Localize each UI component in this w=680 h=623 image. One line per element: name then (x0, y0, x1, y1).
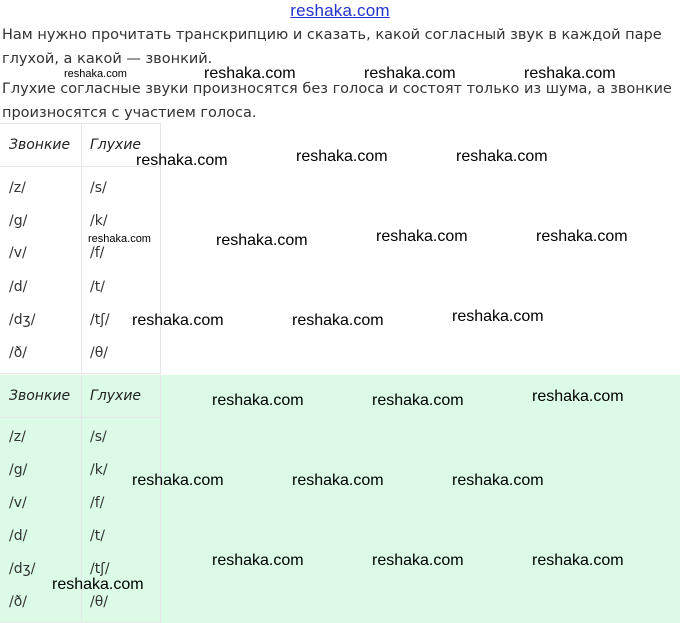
cell-voiceless: /k/ (90, 462, 108, 478)
cell-voiceless: /f/ (90, 245, 105, 261)
cell-voiceless: /f/ (90, 495, 105, 511)
cell-voiced: /dʒ/ (9, 561, 36, 577)
header-voiceless: Глухие (90, 137, 142, 153)
header-voiced: Звонкие (9, 388, 71, 404)
cell-voiceless: /t/ (90, 279, 105, 295)
cell-voiceless: /t/ (90, 528, 105, 544)
watermark: reshaka.com (452, 308, 544, 325)
watermark: reshaka.com (216, 232, 308, 249)
watermark: reshaka.com (136, 152, 228, 169)
watermark: reshaka.com (524, 65, 616, 82)
watermark: reshaka.com (212, 392, 304, 409)
watermark: reshaka.com (212, 552, 304, 569)
cell-voiceless: /θ/ (90, 345, 108, 361)
cell-voiceless: /s/ (90, 429, 107, 445)
watermark: reshaka.com (204, 65, 296, 82)
cell-voiced: /d/ (9, 279, 28, 295)
cell-voiced: /z/ (9, 180, 26, 196)
watermark: reshaka.com (532, 552, 624, 569)
watermark: reshaka.com (452, 472, 544, 489)
cell-voiced: /dʒ/ (9, 312, 36, 328)
cell-voiced: /z/ (9, 429, 26, 445)
watermark: reshaka.com (364, 65, 456, 82)
watermark: reshaka.com (372, 552, 464, 569)
cell-voiced: /ð/ (9, 594, 27, 610)
watermark: reshaka.com (132, 472, 224, 489)
watermark: reshaka.com (536, 228, 628, 245)
header-voiced: Звонкие (9, 137, 71, 153)
watermark: reshaka.com (376, 228, 468, 245)
watermark: reshaka.com (132, 312, 224, 329)
cell-voiced: /v/ (9, 495, 27, 511)
header-voiceless: Глухие (90, 388, 142, 404)
cell-voiceless: /k/ (90, 213, 108, 229)
watermark: reshaka.com (372, 392, 464, 409)
intro-paragraph: Нам нужно прочитать транскрипцию и сказать, какой согласный звук в каждой паре глухой, а какой — звонкий. (2, 27, 662, 67)
watermark: reshaka.com (64, 68, 127, 80)
cell-voiced: /v/ (9, 245, 27, 261)
cell-voiceless: /tʃ/ (90, 312, 110, 328)
cell-voiceless: /s/ (90, 180, 107, 196)
cell-voiceless: /θ/ (90, 594, 108, 610)
column-divider (81, 124, 82, 373)
cell-voiced: /ð/ (9, 345, 27, 361)
watermark: reshaka.com (532, 388, 624, 405)
site-title-link[interactable]: reshaka.com (290, 1, 390, 20)
watermark: reshaka.com (88, 233, 151, 245)
watermark: reshaka.com (292, 312, 384, 329)
watermark: reshaka.com (456, 148, 548, 165)
watermark: reshaka.com (296, 148, 388, 165)
watermark: reshaka.com (52, 576, 144, 593)
header-divider (0, 417, 160, 418)
cell-voiced: /g/ (9, 213, 28, 229)
watermark: reshaka.com (292, 472, 384, 489)
cell-voiced: /d/ (9, 528, 28, 544)
explanation-paragraph: Глухие согласные звуки произносятся без голоса и состоят только из шума, а звонкие произносятся с участием голоса. (2, 81, 672, 121)
cell-voiceless: /tʃ/ (90, 561, 110, 577)
cell-voiced: /g/ (9, 462, 28, 478)
